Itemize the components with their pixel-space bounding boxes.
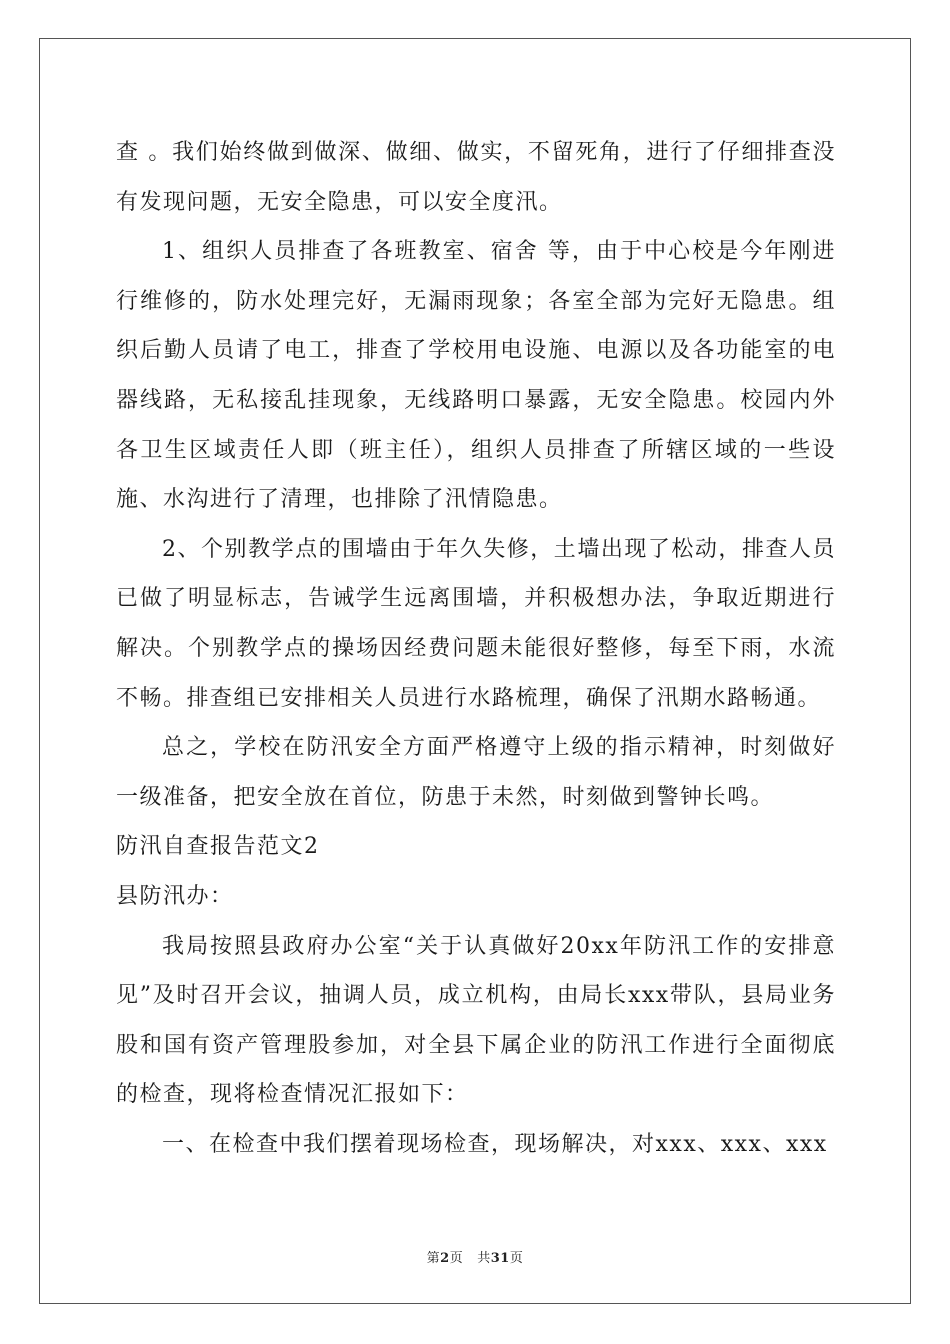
paragraph-6: 一、在检查中我们摆着现场检查，现场解决，对xxx、xxx、xxx <box>162 1131 828 1157</box>
paragraph-5: 我局按照县政府办公室“关于认真做好20xx年防汛工作的安排意见”及时召开会议，抽调人员，成立机构，由局长xxx带队，县局业务股和国有资产管理股参加，对全县下属企业的防汛工作进行全面彻底的检查，现将检查情况汇报如下： <box>116 933 836 1108</box>
paragraph-4: 总之，学校在防汛安全方面严格遵守上级的指示精神，时刻做好一级准备，把安全放在首位，防患于未然，时刻做到警钟长鸣。 <box>116 735 836 810</box>
total-pages: 31 <box>490 1251 510 1266</box>
page-number: 2 <box>440 1251 450 1266</box>
document-body <box>116 128 836 1169</box>
total-suffix: 页 <box>509 1251 524 1266</box>
paragraph-2: 1、组织人员排查了各班教室、宿舍 等，由于中心校是今年刚进行维修的，防水处理完好，无漏雨现象；各室全部为完好无隐患。组织后勤人员请了电工，排查了学校用电设施、电源以及各功能室的电器线路，无私接乱挂现象，无线路明口暴露，无安全隐患。校园内外各卫生区域责任人即（班主任），组织人员排查了所辖区域的一些设施、水沟进行了清理，也排除了汛情隐患。 <box>116 239 836 513</box>
section-heading: 防汛自查报告范文2 <box>116 834 320 860</box>
page-prefix: 第 <box>426 1251 441 1266</box>
paragraph-1: 查 。我们始终做到做深、做细、做实，不留死角，进行了仔细排查没有发现问题，无安全隐患，可以安全度汛。 <box>116 140 836 215</box>
total-prefix: 共 <box>477 1251 491 1266</box>
addressee: 县防汛办： <box>116 883 234 909</box>
paragraph-3: 2、个别教学点的围墙由于年久失修，土墙出现了松动，排查人员已做了明显标志，告诫学生远离围墙，并积极想办法，争取近期进行解决。个别教学点的操场因经费问题未能很好整修，每至下雨，水流不畅。排查组已安排相关人员进行水路梳理，确保了汛期水路畅通。 <box>116 536 836 711</box>
page-suffix: 页 <box>449 1251 464 1266</box>
page-footer <box>0 1247 950 1266</box>
